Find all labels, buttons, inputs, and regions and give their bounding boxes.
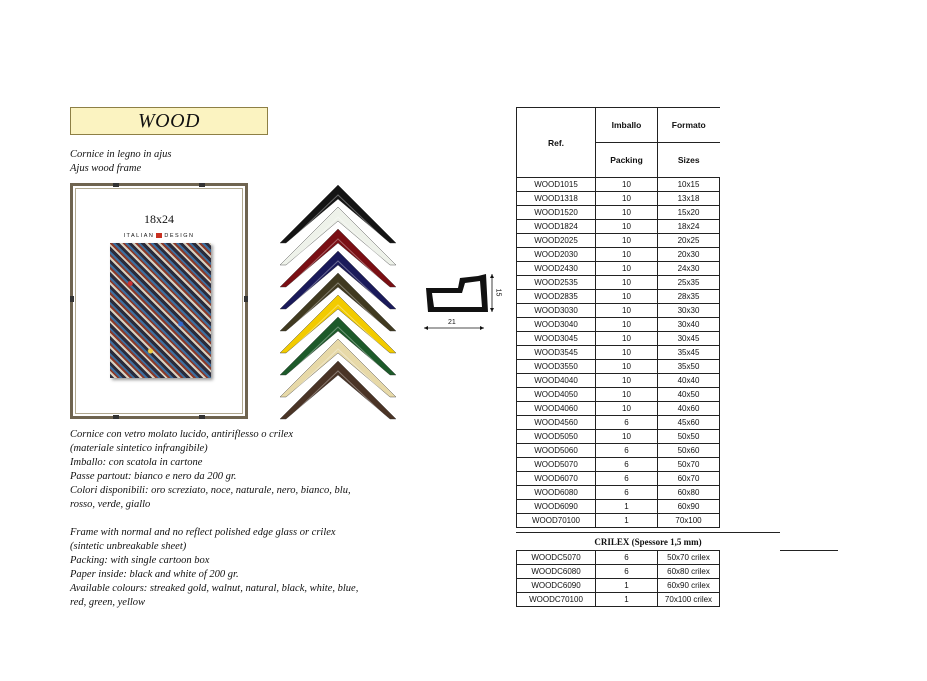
packing-cell: 1 bbox=[596, 514, 658, 528]
desc-en-line: Available colours: streaked gold, walnut, natural, black, white, blue, bbox=[70, 583, 359, 594]
size-cell: 50x70 bbox=[658, 458, 720, 472]
table-row bbox=[517, 593, 720, 607]
size-cell: 40x40 bbox=[658, 374, 720, 388]
size-cell: 15x20 bbox=[658, 206, 720, 220]
table-row bbox=[517, 416, 720, 430]
size-cell: 10x15 bbox=[658, 178, 720, 192]
size-cell: 50x60 bbox=[658, 444, 720, 458]
ref-cell: WOOD3040 bbox=[517, 318, 596, 332]
ref-cell: WOOD6080 bbox=[517, 486, 596, 500]
packing-cell: 1 bbox=[596, 500, 658, 514]
ref-cell: WOOD3030 bbox=[517, 304, 596, 318]
size-cell: 20x25 bbox=[658, 234, 720, 248]
photo-brand-left: ITALIAN bbox=[123, 233, 155, 239]
clip-icon bbox=[113, 415, 119, 419]
ref-cell: WOOD5050 bbox=[517, 430, 596, 444]
table-row bbox=[517, 374, 720, 388]
subtitle bbox=[70, 148, 172, 176]
table-row bbox=[517, 178, 720, 192]
size-cell: 60x90 crilex bbox=[658, 579, 720, 593]
header-imballo: Imballo bbox=[596, 108, 658, 143]
desc-it-line: Passe partout: bianco e nero da 200 gr. bbox=[70, 471, 237, 482]
frame-photo bbox=[70, 183, 248, 419]
size-cell: 60x70 bbox=[658, 472, 720, 486]
size-cell: 60x80 bbox=[658, 486, 720, 500]
table-row bbox=[517, 248, 720, 262]
ref-cell: WOOD5060 bbox=[517, 444, 596, 458]
packing-cell: 10 bbox=[596, 276, 658, 290]
table-row bbox=[517, 388, 720, 402]
ref-cell: WOOD6090 bbox=[517, 500, 596, 514]
table-row bbox=[517, 486, 720, 500]
table-row bbox=[517, 304, 720, 318]
size-cell: 13x18 bbox=[658, 192, 720, 206]
packing-cell: 10 bbox=[596, 178, 658, 192]
subtitle-line-en: Ajus wood frame bbox=[70, 163, 142, 174]
ref-cell: WOOD3550 bbox=[517, 360, 596, 374]
ref-cell: WOOD3545 bbox=[517, 346, 596, 360]
packing-cell: 10 bbox=[596, 262, 658, 276]
size-cell: 50x70 crilex bbox=[658, 551, 720, 565]
header-sizes: Sizes bbox=[658, 143, 720, 178]
table-row bbox=[517, 402, 720, 416]
size-cell: 45x60 bbox=[658, 416, 720, 430]
ref-cell: WOOD5070 bbox=[517, 458, 596, 472]
packing-cell: 1 bbox=[596, 579, 658, 593]
size-cell: 18x24 bbox=[658, 220, 720, 234]
desc-it-line: (materiale sintetico infrangibile) bbox=[70, 443, 208, 454]
table-row bbox=[517, 458, 720, 472]
size-cell: 70x100 crilex bbox=[658, 593, 720, 607]
ref-cell: WOOD1015 bbox=[517, 178, 596, 192]
size-cell: 20x30 bbox=[658, 248, 720, 262]
packing-cell: 6 bbox=[596, 458, 658, 472]
size-cell: 60x90 bbox=[658, 500, 720, 514]
desc-it-line: rosso, verde, giallo bbox=[70, 499, 151, 510]
table-row bbox=[517, 565, 720, 579]
packing-cell: 10 bbox=[596, 192, 658, 206]
ref-cell: WOOD70100 bbox=[517, 514, 596, 528]
photo-brand-right: DESIGN bbox=[164, 233, 195, 239]
table-row bbox=[517, 220, 720, 234]
packing-cell: 6 bbox=[596, 565, 658, 579]
ref-cell: WOOD1824 bbox=[517, 220, 596, 234]
arrow-icon bbox=[424, 326, 428, 330]
profile-diagram bbox=[418, 268, 508, 338]
crilex-table bbox=[516, 550, 720, 607]
table-row bbox=[517, 262, 720, 276]
packing-cell: 10 bbox=[596, 360, 658, 374]
packing-cell: 10 bbox=[596, 402, 658, 416]
italian-flag-icon bbox=[156, 233, 162, 238]
packing-cell: 10 bbox=[596, 304, 658, 318]
table-row bbox=[517, 514, 720, 528]
table-row bbox=[517, 318, 720, 332]
photo-size-label: 18x24 bbox=[144, 212, 174, 226]
packing-cell: 10 bbox=[596, 430, 658, 444]
desc-it-line: Imballo: con scatola in cartone bbox=[70, 457, 203, 468]
ref-cell: WOOD2535 bbox=[517, 276, 596, 290]
ref-cell: WOODC6090 bbox=[517, 579, 596, 593]
ref-cell: WOOD2025 bbox=[517, 234, 596, 248]
packing-cell: 10 bbox=[596, 318, 658, 332]
table-row bbox=[517, 290, 720, 304]
table-row bbox=[517, 234, 720, 248]
packing-cell: 10 bbox=[596, 346, 658, 360]
packing-cell: 10 bbox=[596, 220, 658, 234]
ref-cell: WOODC70100 bbox=[517, 593, 596, 607]
clip-icon bbox=[113, 183, 119, 187]
product-title: WOOD bbox=[70, 107, 268, 135]
packing-cell: 6 bbox=[596, 472, 658, 486]
description-english bbox=[70, 526, 410, 610]
size-cell: 24x30 bbox=[658, 262, 720, 276]
size-cell: 28x35 bbox=[658, 290, 720, 304]
size-cell: 50x50 bbox=[658, 430, 720, 444]
arrow-icon bbox=[480, 326, 484, 330]
desc-en-line: Paper inside: black and white of 200 gr. bbox=[70, 569, 239, 580]
desc-en-line: Packing: with single cartoon box bbox=[70, 555, 210, 566]
size-cell: 70x100 bbox=[658, 514, 720, 528]
size-cell: 40x60 bbox=[658, 402, 720, 416]
desc-it-line: Colori disponibili: oro screziato, noce, naturale, nero, bianco, blu, bbox=[70, 485, 351, 496]
packing-cell: 6 bbox=[596, 486, 658, 500]
size-cell: 25x35 bbox=[658, 276, 720, 290]
desc-en-line: red, green, yellow bbox=[70, 597, 146, 608]
ref-cell: WOOD4560 bbox=[517, 416, 596, 430]
size-cell: 30x40 bbox=[658, 318, 720, 332]
table-row bbox=[517, 444, 720, 458]
desc-it-line: Cornice con vetro molato lucido, antiriflesso o crilex bbox=[70, 429, 293, 440]
packing-cell: 10 bbox=[596, 374, 658, 388]
packing-cell: 6 bbox=[596, 551, 658, 565]
packing-cell: 6 bbox=[596, 444, 658, 458]
ref-cell: WOOD2430 bbox=[517, 262, 596, 276]
packing-cell: 10 bbox=[596, 332, 658, 346]
table-row bbox=[517, 472, 720, 486]
arrow-icon bbox=[490, 274, 494, 278]
desc-en-line: Frame with normal and no reflect polished edge glass or crilex bbox=[70, 527, 336, 538]
crilex-table-wrapper bbox=[516, 550, 720, 607]
crilex-divider bbox=[780, 550, 838, 551]
artwork-image bbox=[110, 243, 211, 378]
size-cell: 35x45 bbox=[658, 346, 720, 360]
table-row bbox=[517, 430, 720, 444]
ref-cell: WOOD4040 bbox=[517, 374, 596, 388]
profile-width-label: 21 bbox=[448, 319, 456, 326]
packing-cell: 10 bbox=[596, 290, 658, 304]
header-ref: Ref. bbox=[517, 108, 596, 178]
color-swatches bbox=[278, 183, 398, 423]
product-table-body bbox=[517, 178, 720, 528]
table-row bbox=[517, 360, 720, 374]
ref-cell: WOOD2030 bbox=[517, 248, 596, 262]
description-italian bbox=[70, 428, 410, 512]
size-cell: 30x30 bbox=[658, 304, 720, 318]
crilex-title: CRILEX (Spessore 1,5 mm) bbox=[516, 532, 780, 547]
table-row bbox=[517, 346, 720, 360]
packing-cell: 10 bbox=[596, 248, 658, 262]
table-row bbox=[517, 579, 720, 593]
clip-icon bbox=[199, 415, 205, 419]
table-row bbox=[517, 500, 720, 514]
profile-inner bbox=[432, 281, 482, 307]
ref-cell: WOOD2835 bbox=[517, 290, 596, 304]
clip-icon bbox=[70, 296, 74, 302]
table-row bbox=[517, 332, 720, 346]
table-row bbox=[517, 192, 720, 206]
header-formato: Formato bbox=[658, 108, 720, 143]
ref-cell: WOODC5070 bbox=[517, 551, 596, 565]
size-cell: 35x50 bbox=[658, 360, 720, 374]
product-table bbox=[516, 107, 720, 528]
profile-height-label: 15 bbox=[494, 288, 502, 297]
ref-cell: WOOD3045 bbox=[517, 332, 596, 346]
size-cell: 60x80 crilex bbox=[658, 565, 720, 579]
table-row bbox=[517, 206, 720, 220]
table-row bbox=[517, 276, 720, 290]
packing-cell: 1 bbox=[596, 593, 658, 607]
price-table-wrapper bbox=[516, 107, 720, 528]
packing-cell: 10 bbox=[596, 234, 658, 248]
ref-cell: WOOD6070 bbox=[517, 472, 596, 486]
arrow-icon bbox=[490, 308, 494, 312]
photo-brand bbox=[73, 233, 245, 239]
desc-en-line: (sintetic unbreakable sheet) bbox=[70, 541, 187, 552]
subtitle-line-it: Cornice in legno in ajus bbox=[70, 149, 172, 160]
packing-cell: 10 bbox=[596, 206, 658, 220]
ref-cell: WOOD1520 bbox=[517, 206, 596, 220]
packing-cell: 6 bbox=[596, 416, 658, 430]
clip-icon bbox=[244, 296, 248, 302]
ref-cell: WOODC6080 bbox=[517, 565, 596, 579]
ref-cell: WOOD4050 bbox=[517, 388, 596, 402]
ref-cell: WOOD1318 bbox=[517, 192, 596, 206]
table-row bbox=[517, 551, 720, 565]
clip-icon bbox=[199, 183, 205, 187]
crilex-table-body bbox=[517, 551, 720, 607]
packing-cell: 10 bbox=[596, 388, 658, 402]
size-cell: 30x45 bbox=[658, 332, 720, 346]
size-cell: 40x50 bbox=[658, 388, 720, 402]
ref-cell: WOOD4060 bbox=[517, 402, 596, 416]
header-packing: Packing bbox=[596, 143, 658, 178]
